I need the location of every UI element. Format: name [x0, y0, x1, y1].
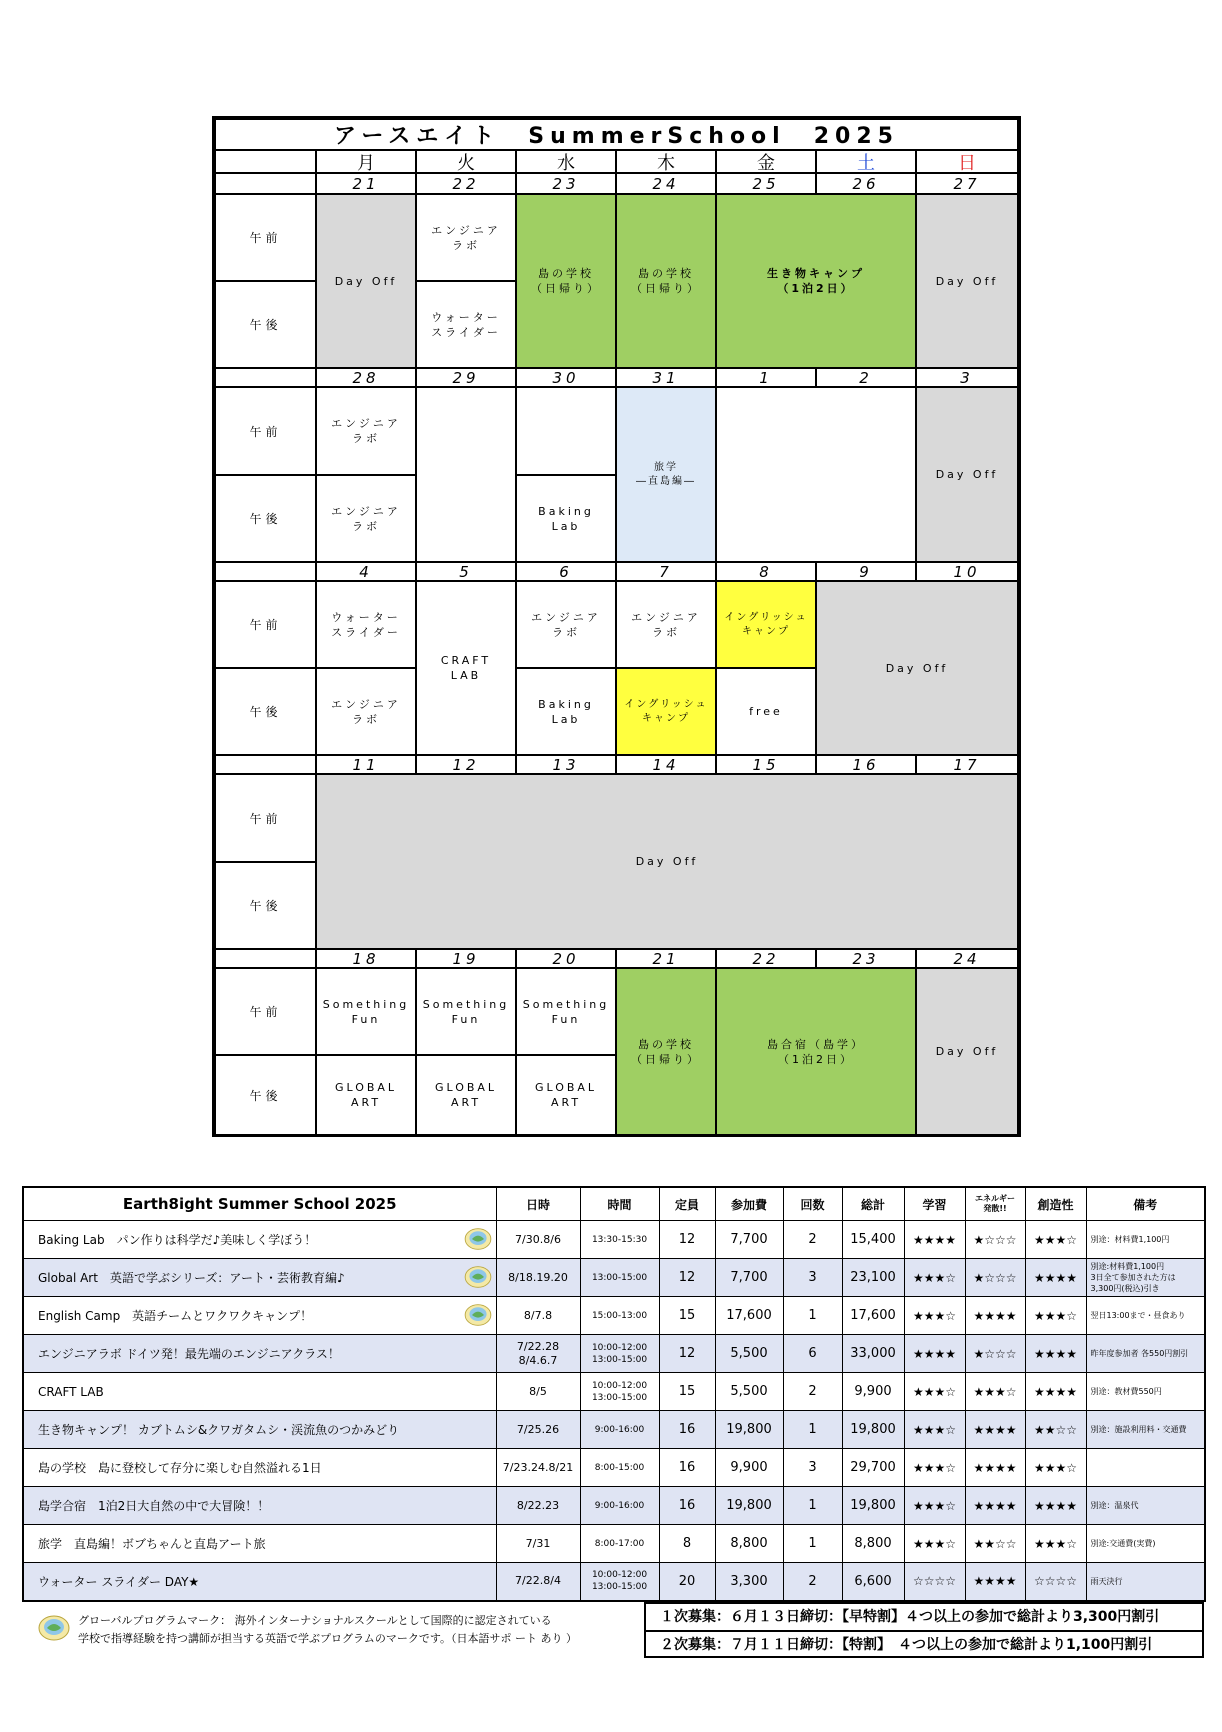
event-baking-lab: Baking Lab [516, 668, 616, 755]
day-number: 22 [716, 949, 816, 968]
day-number: 1 [716, 368, 816, 387]
program-time: 13:30-15:30 [580, 1221, 659, 1259]
day-number: 5 [416, 562, 516, 581]
program-time: 10:00-12:00 13:00-15:00 [580, 1335, 659, 1373]
event-day-off: Day Off [916, 968, 1018, 1135]
am-label: 午前 [215, 194, 316, 281]
program-total: 17,600 [842, 1297, 904, 1335]
program-count: 3 [783, 1449, 842, 1487]
rating-learning: ★★★☆ [904, 1259, 965, 1297]
header-time: 時間 [580, 1187, 659, 1221]
day-number: 24 [916, 949, 1018, 968]
program-fee: 8,800 [715, 1525, 783, 1563]
program-name-text: 島学合宿 1泊2日大自然の中で大冒険！！ [38, 1499, 270, 1513]
header-count: 回数 [783, 1187, 842, 1221]
program-total: 6,600 [842, 1563, 904, 1601]
event-english-camp: イングリッシュ キャンプ [616, 668, 716, 755]
rating-learning: ★★★★ [904, 1335, 965, 1373]
date-row-spacer [215, 562, 316, 581]
program-total: 33,000 [842, 1335, 904, 1373]
program-date: 8/18.19.20 [496, 1259, 580, 1297]
rating-energy: ★★★★ [965, 1449, 1025, 1487]
event-engineer-lab: エンジニア ラボ [516, 581, 616, 668]
day-number: 2 [816, 368, 916, 387]
program-name-text: Baking Lab パン作りは科学だ♪美味しく学ぼう！ [38, 1233, 317, 1247]
program-total: 23,100 [842, 1259, 904, 1297]
program-note: 別途:材料費1,100円 3日全て参加された方は 3,300円(税込)引き [1086, 1259, 1205, 1297]
program-time: 13:00-15:00 [580, 1259, 659, 1297]
global-program-mark-icon [464, 1227, 492, 1251]
program-count: 6 [783, 1335, 842, 1373]
rating-learning: ★★★☆ [904, 1449, 965, 1487]
day-number: 28 [316, 368, 416, 387]
program-time: 8:00-17:00 [580, 1525, 659, 1563]
day-number: 8 [716, 562, 816, 581]
weekday-thu: 木 [616, 150, 716, 173]
program-capacity: 15 [659, 1297, 715, 1335]
day-number: 11 [316, 755, 416, 774]
pm-label: 午後 [215, 862, 316, 949]
day-number: 16 [816, 755, 916, 774]
rating-energy: ★★☆☆ [965, 1525, 1025, 1563]
program-fee: 17,600 [715, 1297, 783, 1335]
event-engineer-lab: エンジニア ラボ [316, 387, 416, 475]
table-row [23, 1487, 1205, 1525]
pm-label: 午後 [215, 281, 316, 368]
event-english-camp: イングリッシュ キャンプ [716, 581, 816, 668]
header-learning: 学習 [904, 1187, 965, 1221]
program-note: 別途：材料費1,100円 [1086, 1221, 1205, 1259]
program-count: 2 [783, 1563, 842, 1601]
program-time: 10:00-12:00 13:00-15:00 [580, 1563, 659, 1601]
mark-note-line-1: グローバルプログラムマーク： 海外インターナショナルスクールとして国際的に認定されている [78, 1614, 552, 1627]
am-label: 午前 [215, 581, 316, 668]
rating-creativity: ★★★★ [1025, 1487, 1086, 1525]
program-date: 7/30.8/6 [496, 1221, 580, 1259]
am-label: 午前 [215, 774, 316, 862]
weekday-wed: 水 [516, 150, 616, 173]
program-name [23, 1449, 496, 1487]
calendar [212, 116, 1021, 1137]
program-fee: 7,700 [715, 1259, 783, 1297]
program-total: 9,900 [842, 1373, 904, 1411]
program-fee: 5,500 [715, 1373, 783, 1411]
event-day-off: Day Off [816, 581, 1018, 755]
program-date: 7/22.8/4 [496, 1563, 580, 1601]
program-count: 1 [783, 1411, 842, 1449]
program-capacity: 12 [659, 1259, 715, 1297]
am-label: 午前 [215, 387, 316, 475]
program-name-text: 旅学 直島編！ボブちゃんと直島アート旅 [38, 1537, 266, 1551]
day-number: 27 [916, 173, 1018, 194]
program-capacity: 12 [659, 1335, 715, 1373]
am-label: 午前 [215, 968, 316, 1055]
weekday-mon: 月 [316, 150, 416, 173]
weekday-corner [215, 150, 316, 173]
rating-energy: ★★★★ [965, 1411, 1025, 1449]
program-name [23, 1335, 496, 1373]
day-number: 3 [916, 368, 1018, 387]
event-global-art: GLOBAL ART [416, 1055, 516, 1135]
program-note: 別途：温泉代 [1086, 1487, 1205, 1525]
program-note: 別途：施設利用料・交通費 [1086, 1411, 1205, 1449]
program-total: 19,800 [842, 1487, 904, 1525]
program-note: 翌日13:00まで・昼食あり [1086, 1297, 1205, 1335]
pm-label: 午後 [215, 475, 316, 562]
event-engineer-lab: エンジニア ラボ [316, 475, 416, 562]
program-capacity: 8 [659, 1525, 715, 1563]
event-water-slider: ウォーター スライダー [416, 281, 516, 368]
rating-energy: ★★★★ [965, 1487, 1025, 1525]
day-number: 19 [416, 949, 516, 968]
table-row [23, 1525, 1205, 1563]
rating-energy: ★☆☆☆ [965, 1221, 1025, 1259]
table-row [23, 1373, 1205, 1411]
weekday-tue: 火 [416, 150, 516, 173]
day-number: 21 [316, 173, 416, 194]
program-total: 15,400 [842, 1221, 904, 1259]
day-number: 6 [516, 562, 616, 581]
program-count: 2 [783, 1373, 842, 1411]
day-number: 24 [616, 173, 716, 194]
program-count: 2 [783, 1221, 842, 1259]
rating-learning: ★★★☆ [904, 1373, 965, 1411]
day-number: 13 [516, 755, 616, 774]
rating-creativity: ★★★★ [1025, 1335, 1086, 1373]
table-title: Earth8ight Summer School 2025 [23, 1187, 496, 1221]
table-row [23, 1449, 1205, 1487]
weekday-sat: 土 [816, 150, 916, 173]
event-something-fun: Something Fun [316, 968, 416, 1055]
program-capacity: 15 [659, 1373, 715, 1411]
program-total: 19,800 [842, 1411, 904, 1449]
event-island-camp: 島合宿（島学） （1泊2日） [716, 968, 916, 1135]
program-count: 3 [783, 1259, 842, 1297]
rating-learning: ☆☆☆☆ [904, 1563, 965, 1601]
program-time: 8:00-15:00 [580, 1449, 659, 1487]
program-total: 8,800 [842, 1525, 904, 1563]
program-note: 昨年度参加者 各550円割引 [1086, 1335, 1205, 1373]
program-capacity: 20 [659, 1563, 715, 1601]
program-name [23, 1221, 496, 1259]
weekday-sun: 日 [916, 150, 1018, 173]
day-number: 30 [516, 368, 616, 387]
rating-learning: ★★★☆ [904, 1297, 965, 1335]
event-day-off: Day Off [316, 194, 416, 368]
event-global-art: GLOBAL ART [516, 1055, 616, 1135]
program-name [23, 1487, 496, 1525]
global-program-mark-icon [464, 1265, 492, 1289]
table-header-row [23, 1187, 1205, 1221]
date-row-spacer [215, 173, 316, 194]
program-name-text: エンジニアラボ ドイツ発！最先端のエンジニアクラス！ [38, 1347, 340, 1361]
program-capacity: 16 [659, 1411, 715, 1449]
rating-creativity: ★★★☆ [1025, 1449, 1086, 1487]
rating-learning: ★★★☆ [904, 1487, 965, 1525]
program-fee: 7,700 [715, 1221, 783, 1259]
pm-label: 午後 [215, 668, 316, 755]
program-time: 10:00-12:00 13:00-15:00 [580, 1373, 659, 1411]
program-name [23, 1525, 496, 1563]
program-name-text: CRAFT LAB [38, 1384, 104, 1399]
event-free: free [716, 668, 816, 755]
rating-energy: ★★★★ [965, 1563, 1025, 1601]
notice-second-round: ２次募集：７月１１日締切：【特割】 ４つ以上の参加で総計より1,100円割引 [646, 1630, 1202, 1656]
rating-creativity: ★★★★ [1025, 1259, 1086, 1297]
day-number: 22 [416, 173, 516, 194]
date-row-spacer [215, 755, 316, 774]
program-count: 1 [783, 1297, 842, 1335]
program-name [23, 1373, 496, 1411]
program-fee: 19,800 [715, 1487, 783, 1525]
program-fee: 9,900 [715, 1449, 783, 1487]
event-day-off: Day Off [916, 194, 1018, 368]
notice-first-round: １次募集：６月１３日締切：【早特割】４つ以上の参加で総計より3,300円割引 [660, 1609, 1160, 1625]
program-date: 7/23.24.8/21 [496, 1449, 580, 1487]
event-day-off: Day Off [316, 774, 1018, 949]
program-name [23, 1411, 496, 1449]
program-fee: 19,800 [715, 1411, 783, 1449]
rating-learning: ★★★★ [904, 1221, 965, 1259]
day-number: 12 [416, 755, 516, 774]
date-row-spacer [215, 949, 316, 968]
program-date: 8/5 [496, 1373, 580, 1411]
program-date: 8/7.8 [496, 1297, 580, 1335]
rating-energy: ★☆☆☆ [965, 1259, 1025, 1297]
day-number: 29 [416, 368, 516, 387]
rating-energy: ★☆☆☆ [965, 1335, 1025, 1373]
event-tabigaku-naoshima: 旅学 ―直島編― [616, 387, 716, 562]
day-number: 26 [816, 173, 916, 194]
day-number: 25 [716, 173, 816, 194]
event-something-fun: Something Fun [416, 968, 516, 1055]
header-notes: 備考 [1086, 1187, 1205, 1221]
day-number: 17 [916, 755, 1018, 774]
rating-learning: ★★★☆ [904, 1411, 965, 1449]
program-total: 29,700 [842, 1449, 904, 1487]
program-name-text: 島の学校 島に登校して存分に楽しむ自然溢れる1日 [38, 1461, 322, 1475]
program-fee: 5,500 [715, 1335, 783, 1373]
event-engineer-lab: エンジニア ラボ [316, 668, 416, 755]
day-number: 18 [316, 949, 416, 968]
day-number: 21 [616, 949, 716, 968]
table-row [23, 1335, 1205, 1373]
event-engineer-lab: エンジニア ラボ [416, 194, 516, 281]
day-number: 9 [816, 562, 916, 581]
global-program-mark-icon [38, 1614, 70, 1642]
global-program-mark-icon [464, 1303, 492, 1327]
program-date: 8/22.23 [496, 1487, 580, 1525]
program-name-text: ウォーター スライダー DAY★ [38, 1574, 200, 1589]
rating-learning: ★★★☆ [904, 1525, 965, 1563]
event-water-slider: ウォーター スライダー [316, 581, 416, 668]
application-notice [644, 1602, 1204, 1658]
rating-energy: ★★★☆ [965, 1373, 1025, 1411]
event-island-school: 島の学校 （日帰り） [516, 194, 616, 368]
rating-creativity: ★★★★ [1025, 1373, 1086, 1411]
rating-creativity: ★★☆☆ [1025, 1411, 1086, 1449]
program-table [22, 1186, 1206, 1602]
mark-note-line-2: 学校で指導経験を持つ講師が担当する英語で学ぶプログラムのマークです。（日本語サポ ート あり ） [78, 1632, 577, 1645]
program-note: 別途:交通費(実費) [1086, 1525, 1205, 1563]
rating-creativity: ★★★☆ [1025, 1525, 1086, 1563]
event-baking-lab: Baking Lab [516, 475, 616, 562]
day-number: 23 [816, 949, 916, 968]
event-island-school: 島の学校 （日帰り） [616, 194, 716, 368]
header-fee: 参加費 [715, 1187, 783, 1221]
program-date: 7/25.26 [496, 1411, 580, 1449]
day-number: 20 [516, 949, 616, 968]
pm-label: 午後 [215, 1055, 316, 1135]
program-time: 15:00-13:00 [580, 1297, 659, 1335]
program-capacity: 16 [659, 1487, 715, 1525]
rating-creativity: ★★★☆ [1025, 1297, 1086, 1335]
day-number: 7 [616, 562, 716, 581]
program-capacity: 12 [659, 1221, 715, 1259]
program-note: 雨天決行 [1086, 1563, 1205, 1601]
empty-slot [516, 387, 616, 475]
table-row [23, 1411, 1205, 1449]
event-something-fun: Something Fun [516, 968, 616, 1055]
program-count: 1 [783, 1487, 842, 1525]
program-fee: 3,300 [715, 1563, 783, 1601]
table-row [23, 1259, 1205, 1297]
program-time: 9:00-16:00 [580, 1487, 659, 1525]
rating-creativity: ☆☆☆☆ [1025, 1563, 1086, 1601]
program-time: 9:00-16:00 [580, 1411, 659, 1449]
day-number: 10 [916, 562, 1018, 581]
program-name [23, 1563, 496, 1601]
day-number: 23 [516, 173, 616, 194]
event-day-off: Day Off [916, 387, 1018, 562]
program-name [23, 1297, 496, 1335]
event-craft-lab: CRAFT LAB [416, 581, 516, 755]
program-capacity: 16 [659, 1449, 715, 1487]
empty-slot [416, 387, 516, 562]
rating-creativity: ★★★☆ [1025, 1221, 1086, 1259]
table-row [23, 1221, 1205, 1259]
day-number: 31 [616, 368, 716, 387]
program-name-text: Global Art 英語で学ぶシリーズ：アート・芸術教育編♪ [38, 1271, 345, 1285]
event-island-school: 島の学校 （日帰り） [616, 968, 716, 1135]
program-name-text: English Camp 英語チームとワクワクキャンプ！ [38, 1309, 313, 1323]
table-row [23, 1297, 1205, 1335]
header-creativity: 創造性 [1025, 1187, 1086, 1221]
weekday-fri: 金 [716, 150, 816, 173]
event-global-art: GLOBAL ART [316, 1055, 416, 1135]
table-row [23, 1563, 1205, 1601]
header-capacity: 定員 [659, 1187, 715, 1221]
program-count: 1 [783, 1525, 842, 1563]
header-date: 日時 [496, 1187, 580, 1221]
program-date: 7/31 [496, 1525, 580, 1563]
header-energy: エネルギー 発散!! [965, 1187, 1025, 1221]
program-date: 7/22.28 8/4.6.7 [496, 1335, 580, 1373]
program-name [23, 1259, 496, 1297]
header-total: 総計 [842, 1187, 904, 1221]
event-engineer-lab: エンジニア ラボ [616, 581, 716, 668]
date-row-spacer [215, 368, 316, 387]
calendar-title: アースエイト SummerSchool 2025 [215, 119, 1018, 150]
day-number: 14 [616, 755, 716, 774]
day-number: 4 [316, 562, 416, 581]
empty-slot [716, 387, 916, 562]
rating-energy: ★★★★ [965, 1297, 1025, 1335]
program-name-text: 生き物キャンプ！ カブトムシ&クワガタムシ・渓流魚のつかみどり [38, 1423, 400, 1437]
day-number: 15 [716, 755, 816, 774]
event-creature-camp: 生き物キャンプ （1泊2日） [716, 194, 916, 368]
program-note: 別途：教材費550円 [1086, 1373, 1205, 1411]
program-note [1086, 1449, 1205, 1487]
